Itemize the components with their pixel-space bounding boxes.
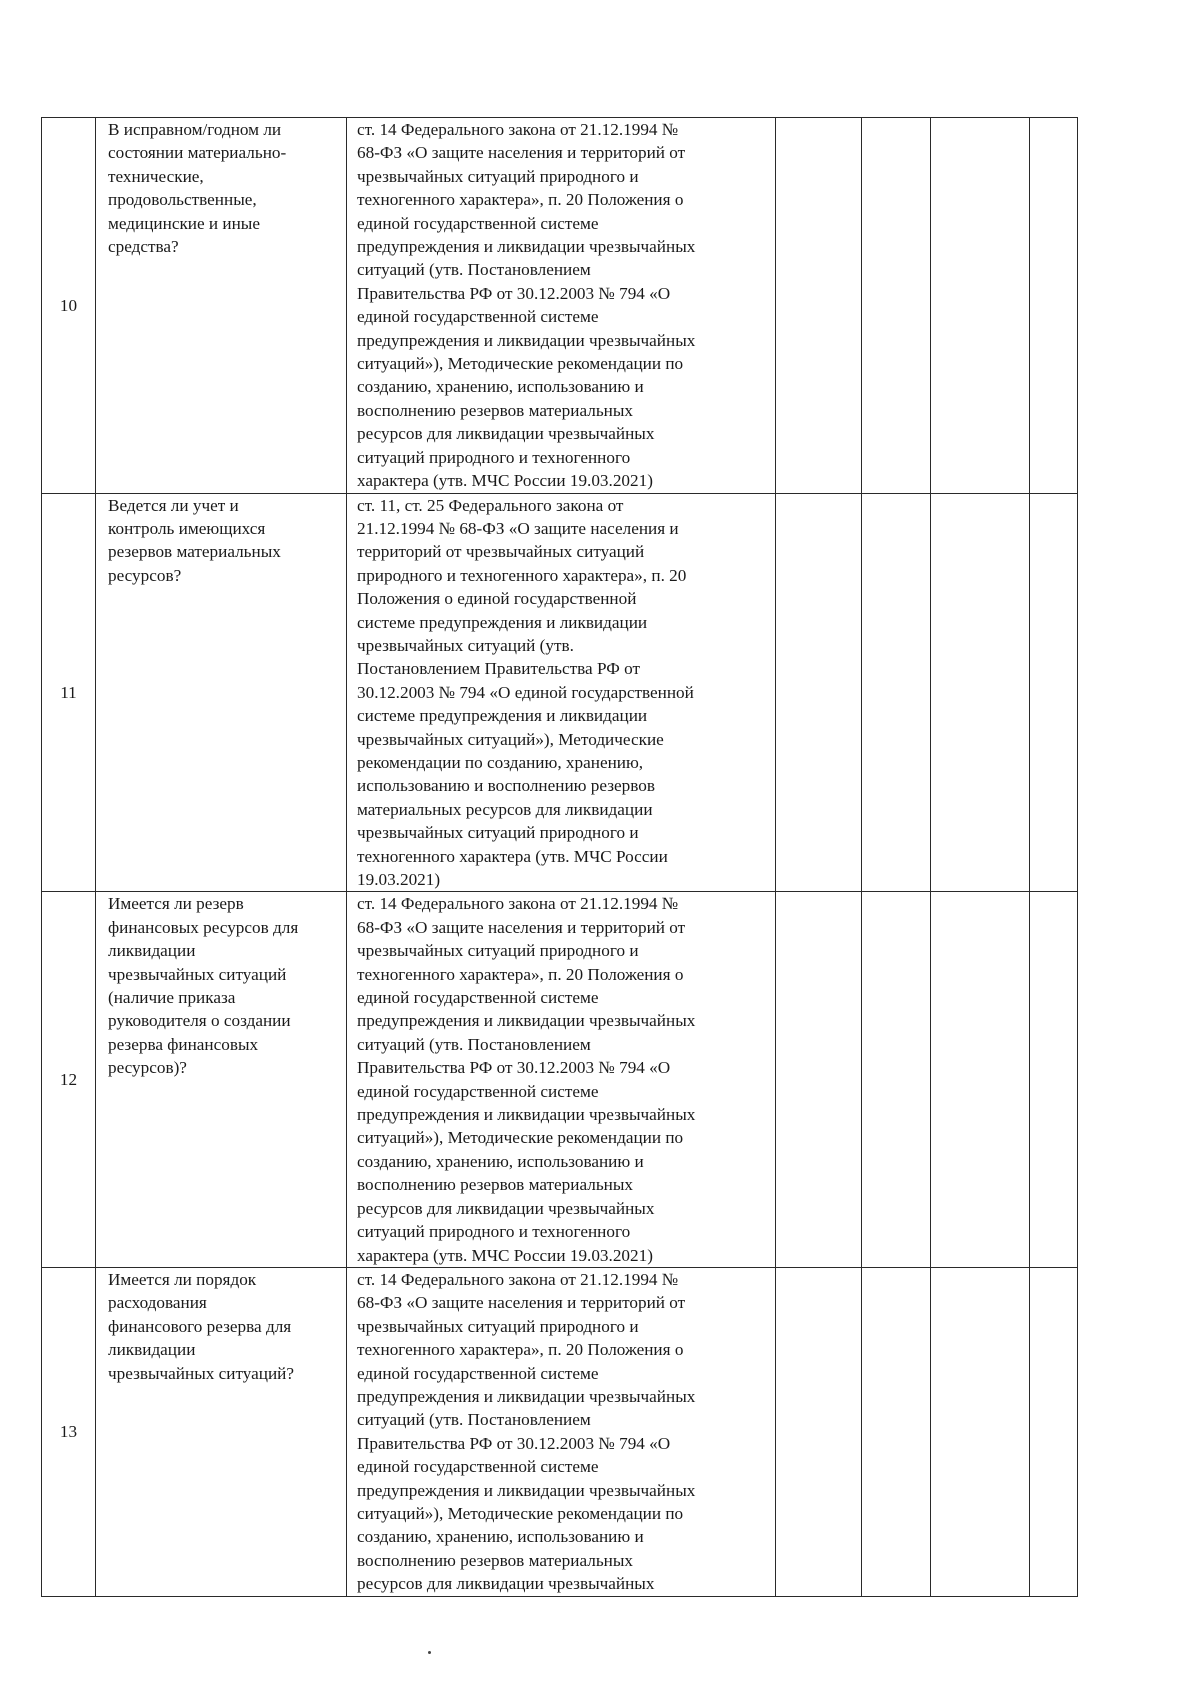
question-cell bbox=[96, 1267, 347, 1596]
legal-reference-text: ст. 14 Федерального закона от 21.12.1994 № 68-ФЗ «О защите населения и территорий от чрезвычайных ситуаций природного и техногенного характера», п. 20 Положения о единой государственной системе предупреждения и ликвидации чрезвычайных ситуаций (утв. Постановлением Правительства РФ от 30.12.2003 № 794 «О единой государственной системе предупреждения и ликвидации чрезвычайных ситуаций»), Методические рекомендации по созданию, хранению, использованию и восполнению резервов материальных ресурсов для ликвидации чрезвычайных ситуаций природного и техногенного характера (утв. МЧС России 19.03.2021) bbox=[357, 120, 696, 491]
table-row bbox=[42, 493, 1078, 892]
answer-yes-cell[interactable] bbox=[776, 493, 862, 892]
answer-no-cell[interactable] bbox=[862, 1267, 931, 1596]
answer-yes-cell[interactable] bbox=[776, 1267, 862, 1596]
note-cell[interactable] bbox=[1030, 892, 1078, 1268]
row-number: 10 bbox=[59, 295, 78, 315]
note-cell[interactable] bbox=[1030, 1267, 1078, 1596]
question-text: Имеется ли резерв финансовых ресурсов для ликвидации чрезвычайных ситуаций (наличие приказа руководителя о создании резерва финансовых ресурсов)? bbox=[108, 894, 299, 1078]
answer-yes-cell[interactable] bbox=[776, 892, 862, 1268]
answer-not-applicable-cell[interactable] bbox=[931, 493, 1030, 892]
question-cell bbox=[96, 118, 347, 494]
row-number-cell bbox=[42, 493, 96, 892]
answer-not-applicable-cell[interactable] bbox=[931, 892, 1030, 1268]
note-cell[interactable] bbox=[1030, 118, 1078, 494]
answer-no-cell[interactable] bbox=[862, 892, 931, 1268]
row-number-cell bbox=[42, 1267, 96, 1596]
answer-not-applicable-cell[interactable] bbox=[931, 118, 1030, 494]
question-text: Имеется ли порядок расходования финансового резерва для ликвидации чрезвычайных ситуаций? bbox=[108, 1269, 294, 1383]
row-number-cell bbox=[42, 118, 96, 494]
row-number-cell bbox=[42, 892, 96, 1268]
legal-reference-text: ст. 11, ст. 25 Федерального закона от 21.12.1994 № 68-ФЗ «О защите населения и территорий от чрезвычайных ситуаций природного и техногенного характера», п. 20 Положения о единой государственной системе предупреждения и ликвидации чрезвычайных ситуаций (утв. Постановлением Правительства РФ от 30.12.2003 № 794 «О единой государственной системе предупреждения и ликвидации чрезвычайных ситуаций»), Методические рекомендации по созданию, хранению, использованию и восполнению резервов материальных ресурсов для ликвидации чрезвычайных ситуаций природного и техногенного характера (утв. МЧС России 19.03.2021) bbox=[357, 495, 694, 889]
note-cell[interactable] bbox=[1030, 493, 1078, 892]
table-row bbox=[42, 1267, 1078, 1596]
question-cell bbox=[96, 493, 347, 892]
row-number: 13 bbox=[59, 1422, 78, 1442]
legal-reference-text: ст. 14 Федерального закона от 21.12.1994 № 68-ФЗ «О защите населения и территорий от чрезвычайных ситуаций природного и техногенного характера», п. 20 Положения о единой государственной системе предупреждения и ликвидации чрезвычайных ситуаций (утв. Постановлением Правительства РФ от 30.12.2003 № 794 «О единой государственной системе предупреждения и ликвидации чрезвычайных ситуаций»), Методические рекомендации по созданию, хранению, использованию и восполнению резервов материальных ресурсов для ликвидации чрезвычайных bbox=[357, 1269, 696, 1594]
question-text: Ведется ли учет и контроль имеющихся резервов материальных ресурсов? bbox=[108, 495, 281, 585]
row-number: 11 bbox=[60, 682, 77, 702]
checklist-table bbox=[41, 117, 1078, 1597]
legal-reference-cell bbox=[347, 493, 776, 892]
question-cell bbox=[96, 892, 347, 1268]
answer-no-cell[interactable] bbox=[862, 493, 931, 892]
question-text: В исправном/годном ли состоянии материально- технические, продовольственные, медицинские и иные средства? bbox=[108, 120, 287, 257]
row-number: 12 bbox=[59, 1069, 78, 1089]
table-row bbox=[42, 118, 1078, 494]
scan-speck bbox=[428, 1651, 431, 1654]
table-row bbox=[42, 892, 1078, 1268]
answer-yes-cell[interactable] bbox=[776, 118, 862, 494]
answer-no-cell[interactable] bbox=[862, 118, 931, 494]
legal-reference-cell bbox=[347, 892, 776, 1268]
legal-reference-text: ст. 14 Федерального закона от 21.12.1994 № 68-ФЗ «О защите населения и территорий от чрезвычайных ситуаций природного и техногенного характера», п. 20 Положения о единой государственной системе предупреждения и ликвидации чрезвычайных ситуаций (утв. Постановлением Правительства РФ от 30.12.2003 № 794 «О единой государственной системе предупреждения и ликвидации чрезвычайных ситуаций»), Методические рекомендации по созданию, хранению, использованию и восполнению резервов материальных ресурсов для ликвидации чрезвычайных ситуаций природного и техногенного характера (утв. МЧС России 19.03.2021) bbox=[357, 894, 696, 1265]
legal-reference-cell bbox=[347, 118, 776, 494]
legal-reference-cell bbox=[347, 1267, 776, 1596]
answer-not-applicable-cell[interactable] bbox=[931, 1267, 1030, 1596]
